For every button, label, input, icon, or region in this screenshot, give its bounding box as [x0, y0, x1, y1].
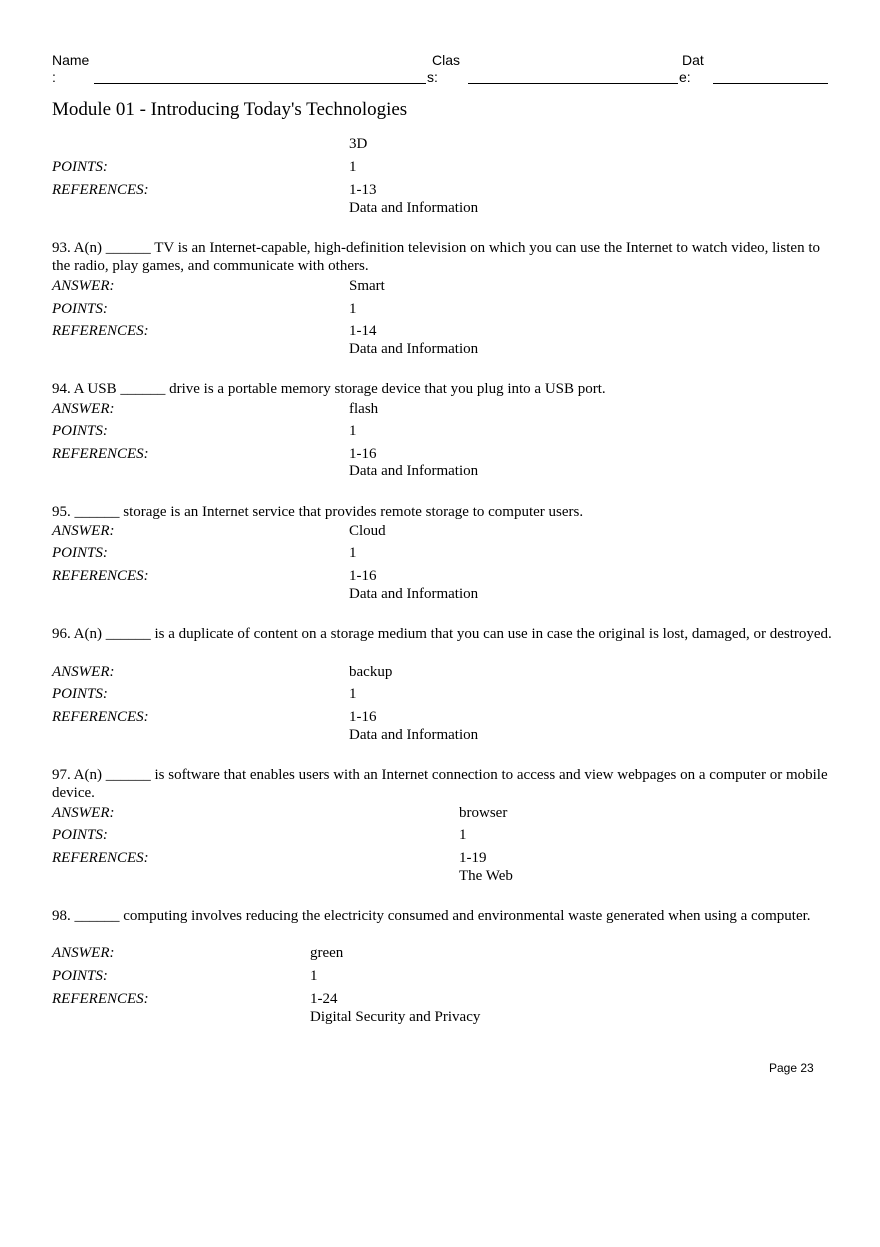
references-label: REFERENCES: — [52, 323, 149, 339]
reference-code: 1-24 — [310, 991, 338, 1007]
reference-code: 1-16 — [349, 568, 377, 584]
answer-label: ANSWER: — [52, 945, 115, 961]
module-title: Module 01 - Introducing Today's Technologies — [52, 99, 408, 120]
page-number: Page 23 — [769, 1061, 814, 1075]
question-text: 94. A USB ______ drive is a portable memory storage device that you plug into a USB port. — [52, 381, 606, 397]
points-value: 1 — [349, 301, 357, 317]
answer-label: ANSWER: — [52, 664, 115, 680]
question-text: 96. A(n) ______ is a duplicate of content on a storage medium that you can use in case the original is lost, damaged, or destroyed. — [52, 626, 832, 642]
references-label: REFERENCES: — [52, 182, 149, 198]
points-label: POINTS: — [52, 545, 108, 561]
answer-value: Cloud — [349, 523, 386, 539]
references-label: REFERENCES: — [52, 568, 149, 584]
answer-label: ANSWER: — [52, 805, 115, 821]
answer-value: flash — [349, 401, 379, 417]
points-label: POINTS: — [52, 827, 108, 843]
reference-code: 1-19 — [459, 850, 487, 866]
reference-topic: The Web — [459, 868, 513, 884]
reference-code: 1-13 — [349, 182, 377, 198]
points-value: 1 — [459, 827, 467, 843]
points-label: POINTS: — [52, 423, 108, 439]
question-text: 95. ______ storage is an Internet service that provides remote storage to computer users. — [52, 504, 584, 520]
name-label: Name — [52, 52, 90, 68]
reference-topic: Digital Security and Privacy — [310, 1009, 481, 1025]
points-value: 1 — [310, 968, 318, 984]
answer-label: ANSWER: — [52, 278, 115, 294]
reference-topic: Data and Information — [349, 463, 479, 479]
points-value: 1 — [349, 159, 357, 175]
points-value: 1 — [349, 545, 357, 561]
question-text: 98. ______ computing involves reducing the electricity consumed and environmental waste generated when using a computer. — [52, 908, 811, 924]
points-value: 1 — [349, 686, 357, 702]
reference-code: 1-16 — [349, 446, 377, 462]
reference-topic: Data and Information — [349, 200, 479, 216]
reference-topic: Data and Information — [349, 341, 479, 357]
name-colon: : — [52, 69, 56, 85]
answer-value: browser — [459, 805, 508, 821]
answer-value: green — [310, 945, 344, 961]
question-text: 93. A(n) ______ TV is an Internet-capable, high-definition television on which you can use the Internet to watch video, listen to the radio, play games, and communicate with others. — [52, 240, 821, 274]
answer-label: ANSWER: — [52, 523, 115, 539]
answer-value: 3D — [349, 136, 368, 152]
points-label: POINTS: — [52, 301, 108, 317]
reference-code: 1-14 — [349, 323, 377, 339]
references-label: REFERENCES: — [52, 446, 149, 462]
references-label: REFERENCES: — [52, 709, 149, 725]
references-label: REFERENCES: — [52, 850, 149, 866]
date-label: Dat — [682, 52, 704, 68]
answer-value: Smart — [349, 278, 385, 294]
answer-label: ANSWER: — [52, 401, 115, 417]
class-colon: s: — [427, 69, 438, 85]
points-label: POINTS: — [52, 686, 108, 702]
points-value: 1 — [349, 423, 357, 439]
date-colon: e: — [679, 69, 691, 85]
points-label: POINTS: — [52, 159, 108, 175]
date-field-line[interactable] — [713, 83, 828, 84]
points-label: POINTS: — [52, 968, 108, 984]
answer-value: backup — [349, 664, 393, 680]
class-field-line[interactable] — [468, 83, 678, 84]
reference-code: 1-16 — [349, 709, 377, 725]
name-field-line[interactable] — [94, 83, 426, 84]
reference-topic: Data and Information — [349, 727, 479, 743]
class-label: Clas — [432, 52, 461, 68]
references-label: REFERENCES: — [52, 991, 149, 1007]
reference-topic: Data and Information — [349, 586, 479, 602]
question-text: 97. A(n) ______ is software that enables users with an Internet connection to access and view webpages on a computer or mobile device. — [52, 767, 828, 801]
